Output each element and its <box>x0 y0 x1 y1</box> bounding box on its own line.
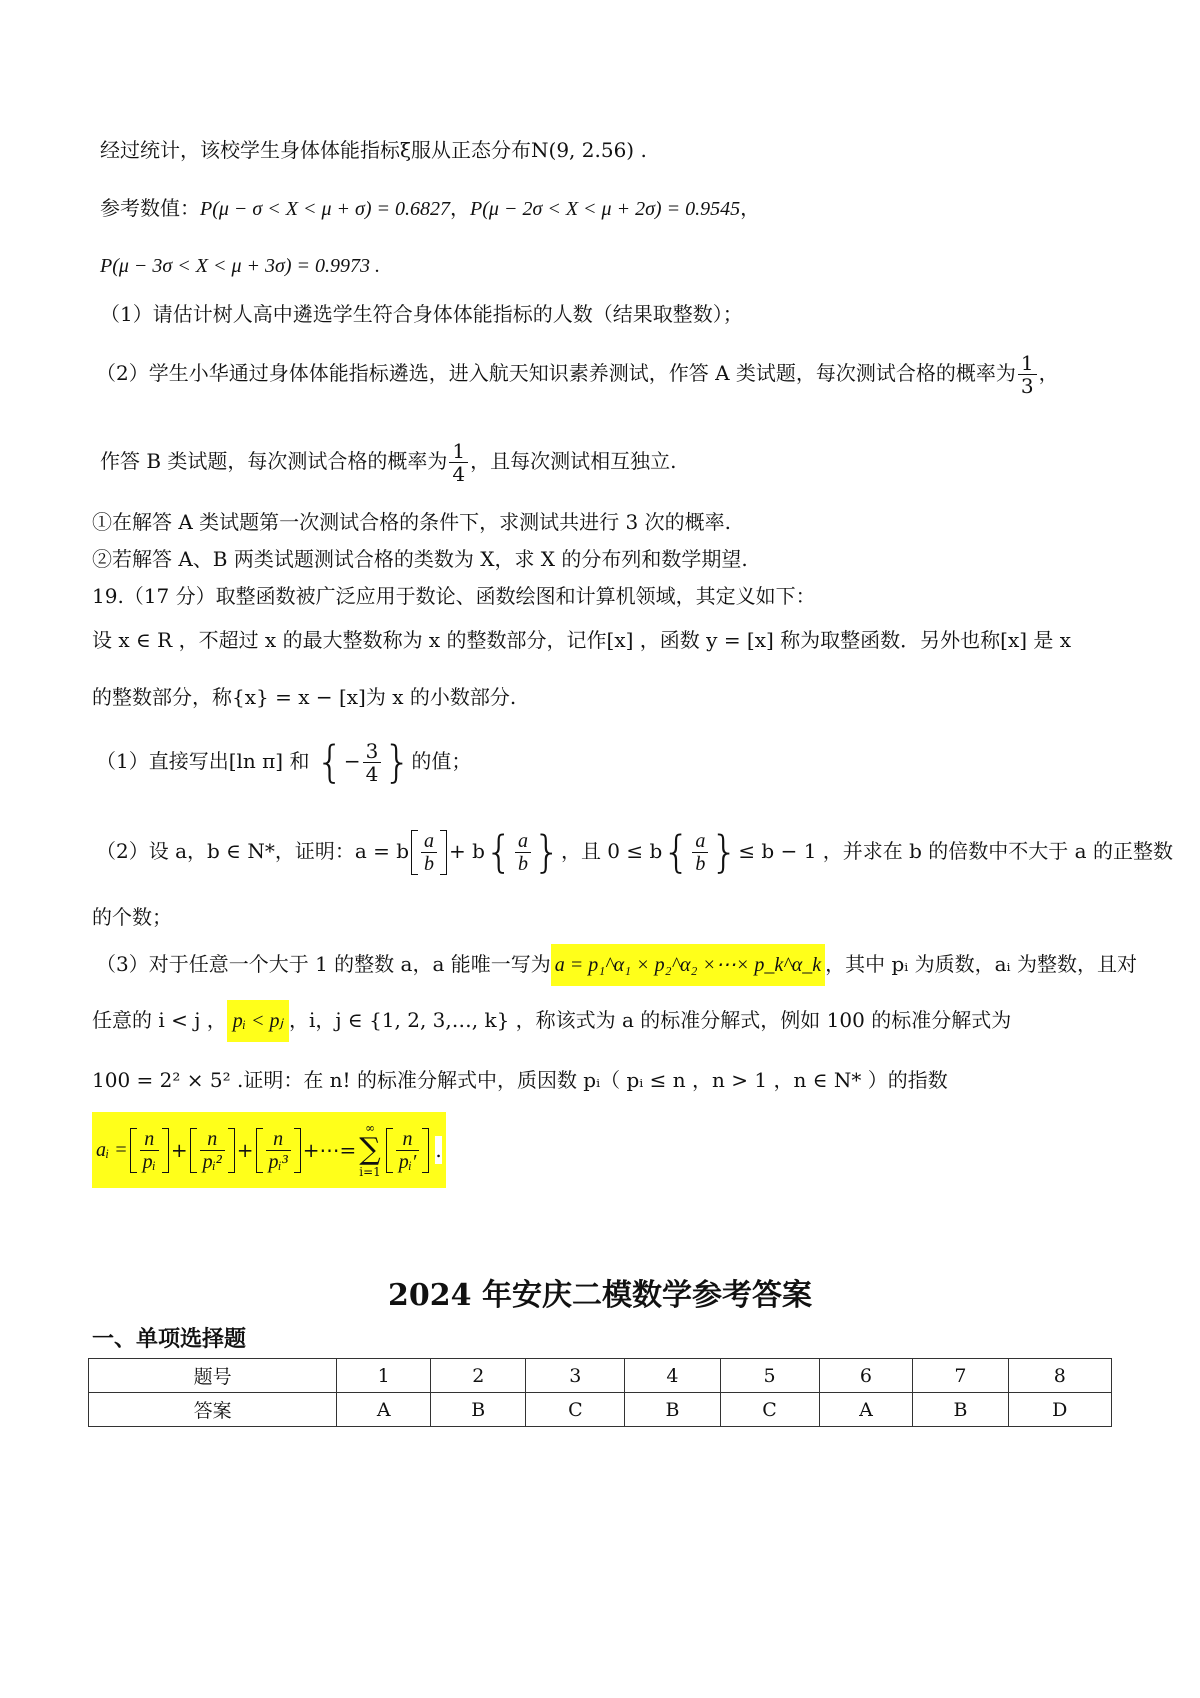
row-header: 题号 <box>89 1359 337 1393</box>
denominator: b <box>517 853 528 875</box>
formula: P(μ − σ < X < μ + σ) = 0.6827 <box>200 198 451 220</box>
table-cell: 3 <box>526 1359 625 1393</box>
table-cell: 2 <box>431 1359 526 1393</box>
punct: ， <box>1038 361 1059 385</box>
numerator: 3 <box>363 740 382 763</box>
denominator: pᵢ′ <box>398 1150 417 1173</box>
numerator: a <box>692 830 708 853</box>
denominator: pᵢ² <box>202 1150 222 1173</box>
numerator: n <box>396 1128 420 1151</box>
table-cell: A <box>337 1393 431 1427</box>
summation <box>359 1121 381 1179</box>
question-text: （2）学生小华通过身体体能指标遴选，进入航天知识素养测试，作答 A 类试题，每次测试合格的概率为 <box>96 361 1016 385</box>
section-heading: 一、单项选择题 <box>92 1326 247 1352</box>
brace-left: { <box>315 736 344 788</box>
fraction <box>363 740 382 785</box>
sub-question-2-cont: 的个数； <box>92 905 172 929</box>
brace-right: } <box>710 826 739 878</box>
punct: ， <box>740 196 761 220</box>
fraction <box>515 830 531 875</box>
question-text: ，且 0 ≤ b <box>560 839 663 863</box>
sub-question: ②若解答 A、B 两类试题测试合格的类数为 X，求 X 的分布列和数学期望. <box>92 547 748 571</box>
numerator: n <box>140 1128 159 1151</box>
table-cell: 8 <box>1008 1359 1111 1393</box>
problem-19: 19.（17 分）取整函数被广泛应用于数论、函数绘图和计算机领域，其定义如下： <box>92 584 816 608</box>
question-text: 任意的 i < j ， <box>92 1008 227 1032</box>
highlighted-formula: a = p₁^α₁ × p₂^α₂ ×⋯× p_k^α_k <box>551 944 825 986</box>
question-2-cont <box>100 440 677 485</box>
denominator: 4 <box>365 762 379 786</box>
floor-bracket <box>411 830 447 875</box>
sub-question: ①在解答 A 类试题第一次测试合格的条件下，求测试共进行 3 次的概率. <box>92 510 731 534</box>
question-1: （1）请估计树人高中遴选学生符合身体体能指标的人数（结果取整数）； <box>100 302 743 326</box>
sub-question-3 <box>96 950 1137 979</box>
fraction <box>1018 352 1037 397</box>
numerator: n <box>200 1128 225 1151</box>
minus: − <box>343 749 361 773</box>
sum-upper: ∞ <box>365 1121 375 1135</box>
floor-bracket <box>190 1128 235 1173</box>
question-text: 作答 B 类试题，每次测试合格的概率为 <box>100 449 448 473</box>
table-cell: B <box>913 1393 1008 1427</box>
fraction <box>692 830 708 875</box>
text-line <box>100 194 760 223</box>
text-line: 经过统计，该校学生身体体能指标ξ服从正态分布N(9, 2.56) . <box>100 138 647 162</box>
table-cell: 1 <box>337 1359 431 1393</box>
highlighted-formula: pᵢ < pⱼ <box>227 1000 289 1042</box>
highlighted-formula-block: aᵢ = $\frac{n}{\text{pᵢ}}$ + $\frac{n}{\text{pᵢ²}}$ + $\frac{n}{\text{pᵢ³}}$ +⋯= ∞ ∑ i=1 $\frac{n}{\text{pᵢ′}}$ . <box>92 1112 446 1188</box>
formula: P(μ − 2σ < X < μ + 2σ) = 0.9545 <box>470 198 741 220</box>
answer-table <box>88 1358 1112 1427</box>
brace-left: { <box>484 826 513 878</box>
table-cell: D <box>1008 1393 1111 1427</box>
table-cell: B <box>431 1393 526 1427</box>
numerator: a <box>421 830 437 853</box>
sub-question-2 <box>96 826 1173 878</box>
table-row <box>89 1359 1112 1393</box>
table-cell: B <box>625 1393 720 1427</box>
floor-bracket <box>256 1128 301 1173</box>
table-cell: C <box>526 1393 625 1427</box>
question-text: ≤ b − 1 ，并求在 b 的倍数中不大于 a 的正整数 <box>738 839 1173 863</box>
table-cell: 5 <box>720 1359 819 1393</box>
question-text: ，i，j ∈ {1, 2, 3,…, k} ，称该式为 a 的标准分解式，例如 100 的标准分解式为 <box>288 1008 1012 1032</box>
table-cell: 6 <box>819 1359 913 1393</box>
sum-lower: i=1 <box>359 1165 381 1179</box>
formula-lhs: aᵢ = <box>96 1139 128 1161</box>
denominator: 3 <box>1020 374 1034 398</box>
denominator: b <box>695 853 706 875</box>
fraction <box>449 440 468 485</box>
numerator: 1 <box>449 440 468 463</box>
question-text: ，其中 pᵢ 为质数，aᵢ 为整数，且对 <box>825 952 1137 976</box>
sigma-icon: ∑ <box>359 1132 381 1167</box>
brace-right: } <box>532 826 561 878</box>
numerator: n <box>266 1128 291 1151</box>
denominator: pᵢ <box>142 1150 156 1173</box>
question-text: ，且每次测试相互独立. <box>470 449 677 473</box>
denominator: b <box>424 853 435 875</box>
table-cell: C <box>720 1393 819 1427</box>
numerator: a <box>515 830 531 853</box>
floor-bracket <box>386 1128 430 1173</box>
fraction <box>421 830 437 875</box>
question-text: 的值； <box>411 749 472 773</box>
question-2 <box>96 352 1059 397</box>
brace-left: { <box>662 826 691 878</box>
table-cell: 7 <box>913 1359 1008 1393</box>
question-text: （2）设 a，b ∈ N*，证明：a = b <box>96 839 410 863</box>
answer-title: 2024 年安庆二模数学参考答案 <box>388 1278 812 1313</box>
sub-question-3-cont <box>92 1006 1011 1035</box>
table-row <box>89 1393 1112 1427</box>
question-text: （3）对于任意一个大于 1 的整数 a，a 能唯一写为 <box>96 952 551 976</box>
brace-right: } <box>383 736 412 788</box>
ellipsis: +⋯= <box>302 1138 357 1162</box>
formula-line: P(μ − 3σ < X < μ + 3σ) = 0.9973 . <box>100 255 381 277</box>
floor-bracket <box>130 1128 169 1173</box>
problem-19-def: 设 x ∈ R ，不超过 x 的最大整数称为 x 的整数部分，记作[x] ，函数 y = [x] 称为取整函数．另外也称[x] 是 x <box>92 628 1072 652</box>
denominator: pᵢ³ <box>268 1150 288 1173</box>
question-text: （1）直接写出[ln π] 和 <box>96 749 310 773</box>
sub-question-1 <box>96 736 472 788</box>
numerator: 1 <box>1018 352 1037 375</box>
sub-question-3-cont: 100 = 2² × 5² .证明：在 n! 的标准分解式中，质因数 pᵢ（ pᵢ ≤ n ，n > 1 ，n ∈ N* ）的指数 <box>92 1068 948 1092</box>
denominator: 4 <box>452 462 466 486</box>
punct: ， <box>450 196 471 220</box>
table-cell: A <box>819 1393 913 1427</box>
label: 参考数值： <box>100 196 200 220</box>
question-text: + b <box>449 839 485 863</box>
table-cell: 4 <box>625 1359 720 1393</box>
row-header: 答案 <box>89 1393 337 1427</box>
problem-19-def: 的整数部分，称{x} = x − [x]为 x 的小数部分. <box>92 685 517 709</box>
